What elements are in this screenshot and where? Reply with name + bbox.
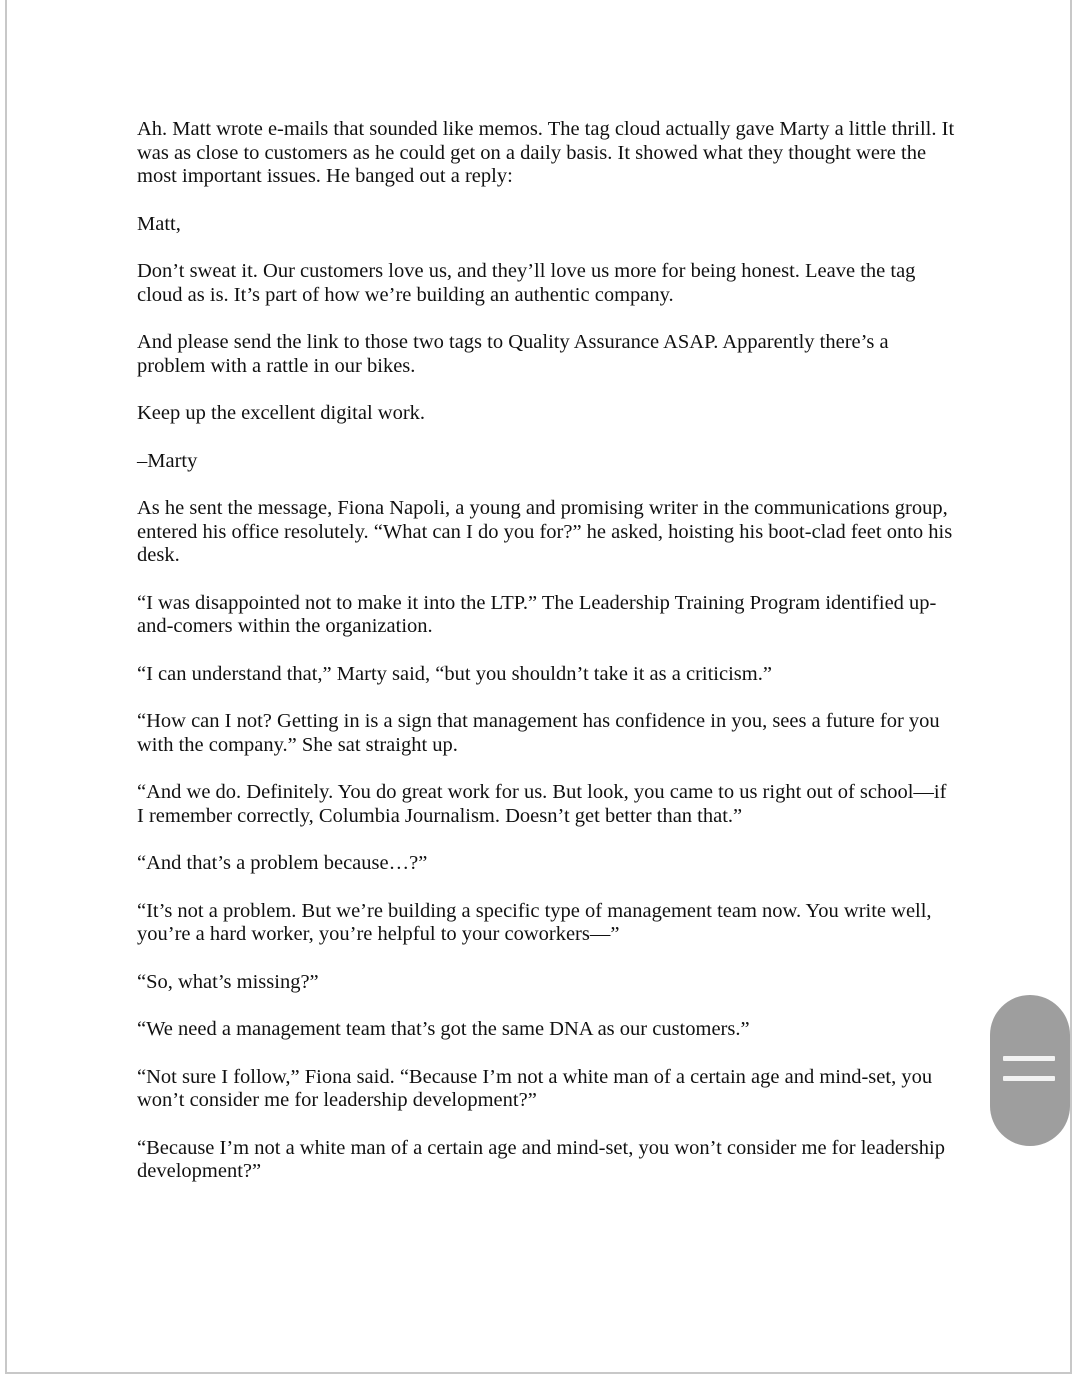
paragraph: “It’s not a problem. But we’re building a specific type of management team now. You write well, you’re a hard worker, you’re helpful to your coworkers—”	[137, 899, 932, 945]
document-body	[137, 118, 957, 1208]
drag-handle-icon	[1003, 1076, 1055, 1081]
paragraph: Don’t sweat it. Our customers love us, and they’ll love us more for being honest. Leave the tag cloud as is. It’s part of how we’re building an authentic company.	[137, 260, 916, 306]
scroll-handle[interactable]	[990, 995, 1070, 1146]
paragraph: Ah. Matt wrote e-mails that sounded like memos. The tag cloud actually gave Marty a little thrill. It was as close to customers as he could get on a daily basis. It showed what they thought were the most important issues. He banged out a reply:	[137, 118, 955, 187]
paragraph: –Marty	[137, 449, 198, 472]
paragraph: “How can I not? Getting in is a sign that management has confidence in you, sees a future for you with the company.” She sat straight up.	[137, 710, 940, 756]
paragraph: As he sent the message, Fiona Napoli, a young and promising writer in the communications group, entered his office resolutely. “What can I do you for?” he asked, hoisting his boot-clad feet onto his desk.	[137, 497, 953, 566]
paragraph: “So, what’s missing?”	[137, 970, 319, 993]
paragraph: “Because I’m not a white man of a certain age and mind-set, you won’t consider me for leadership development?”	[137, 1136, 945, 1182]
paragraph: And please send the link to those two tags to Quality Assurance ASAP. Apparently there’s a problem with a rattle in our bikes.	[137, 331, 889, 377]
paragraph: Keep up the excellent digital work.	[137, 402, 426, 424]
paragraph: “I was disappointed not to make it into the LTP.” The Leadership Training Program identified up-and-comers within the organization.	[137, 591, 937, 637]
paragraph: “And we do. Definitely. You do great work for us. But look, you came to us right out of school—if I remember correctly, Columbia Journalism. Doesn’t get better than that.”	[137, 781, 947, 827]
paragraph: “We need a management team that’s got the same DNA as our customers.”	[137, 1018, 750, 1040]
paragraph: “I can understand that,” Marty said, “but you shouldn’t take it as a criticism.”	[137, 662, 772, 685]
paragraph: “And that’s a problem because…?”	[137, 852, 428, 874]
document-page	[5, 0, 1072, 1374]
paragraph: “Not sure I follow,” Fiona said. “Because I’m not a white man of a certain age and mind-set, you won’t consider me for leadership development?”	[137, 1065, 933, 1111]
drag-handle-icon	[1003, 1056, 1055, 1061]
paragraph: Matt,	[137, 212, 181, 235]
